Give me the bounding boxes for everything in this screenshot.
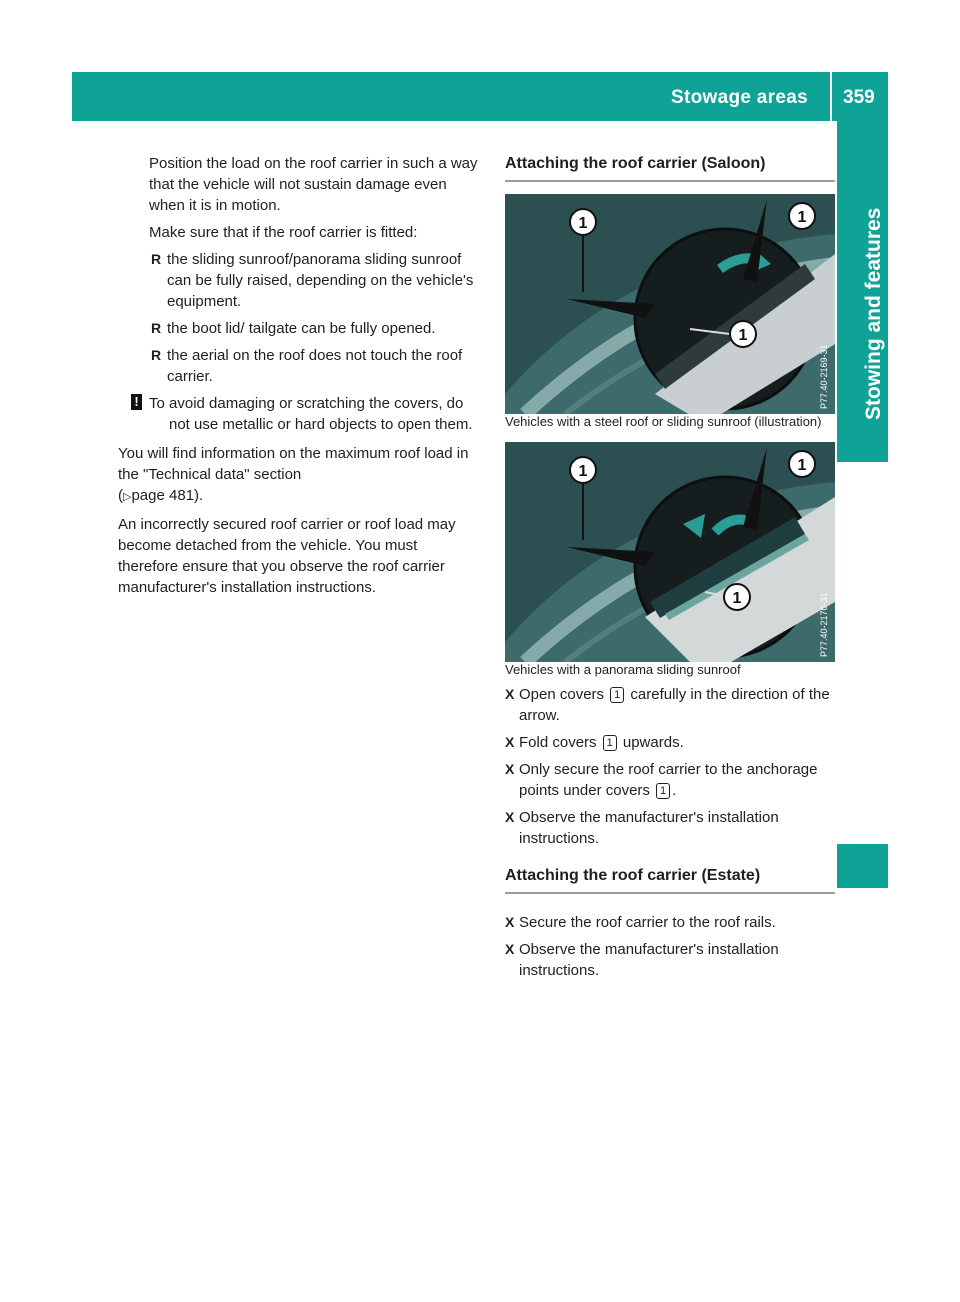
step-marker-icon: X [505,761,515,777]
step-marker-icon: X [505,686,515,702]
saloon-heading: Attaching the roof carrier (Saloon) [505,153,835,182]
chapter-marker [837,844,888,888]
instruction-step [505,939,835,981]
page-number: 359 [843,87,875,108]
secured-text: An incorrectly secured roof carrier or roof load may become detached from the vehicle. You must therefore ensure that you observe the roof carrier manufacturer's installation instructions. [118,516,456,596]
step-text: carefully in the direction of the arrow. [519,686,830,724]
figure-code: P77.40-2169-31 [819,344,829,409]
estate-heading: Attaching the roof carrier (Estate) [505,865,835,894]
cover-number-badge: 1 [610,687,624,703]
page-ref-link[interactable]: page 481 [131,487,195,504]
step-text: Observe the manufacturer's installation instructions. [519,941,779,979]
figure1-caption: Vehicles with a steel roof or sliding sunroof (illustration) [505,414,822,429]
callout-number: 1 [732,590,742,607]
step-marker-icon: X [505,734,515,750]
figure-code: P77.40-2170-31 [819,592,829,657]
warning-icon: ! [131,394,142,410]
info-text-body: You will find information on the maximum roof load in the "Technical data" section [118,445,469,483]
step-marker-icon: X [505,809,515,825]
intro-text: Position the load on the roof carrier in such a way that the vehicle will not sustain damage even when it is in motion. [149,155,478,214]
panorama-roof-illustration [505,442,835,662]
bullet-marker: R [151,320,162,336]
info-text: You will find information on the maximum roof load in the "Technical data" section (▷page 481). [118,445,469,504]
section-title: Stowage areas [671,87,808,108]
step-text: upwards. [622,734,684,751]
step-text: Fold covers [519,734,597,751]
instruction-step [505,912,835,933]
callout-number: 1 [797,457,807,474]
callout-number: 1 [797,209,807,226]
page-ref-arrow-icon: ▷ [123,491,132,503]
instruction-step [505,732,835,753]
step-marker-icon: X [505,914,515,930]
checklist-intro: Make sure that if the roof carrier is fitted: [149,224,418,241]
checklist-item-text: the boot lid/ tailgate can be fully opened. [167,320,436,337]
callout-number: 1 [578,215,588,232]
instruction-step [505,684,835,726]
callout-number: 1 [578,463,588,480]
bullet-marker: R [151,347,162,363]
checklist-item [149,318,481,339]
callout-number: 1 [738,327,748,344]
checklist-item-text: the sliding sunroof/panorama sliding sunroof can be fully raised, depending on the vehicle's equipment. [167,251,474,310]
bullet-marker: R [151,251,162,267]
header-divider [830,72,832,121]
checklist-item-text: the aerial on the roof does not touch the roof carrier. [167,347,463,385]
checklist-item [149,249,481,312]
step-text: Open covers [519,686,605,703]
steel-roof-illustration [505,194,835,414]
instruction-step [505,759,835,801]
cover-number-badge: 1 [603,735,617,751]
step-text: . [672,782,677,799]
warning-text: To avoid damaging or scratching the covers, do not use metallic or hard objects to open them. [149,395,473,433]
step-text: Observe the manufacturer's installation instructions. [519,809,779,847]
cover-number-badge: 1 [656,783,670,799]
warning-note [131,393,481,435]
left-column [118,153,481,604]
right-column [505,153,835,987]
instruction-step [505,807,835,849]
step-marker-icon: X [505,941,515,957]
checklist-item [149,345,481,387]
figure2-caption: Vehicles with a panorama sliding sunroof [505,662,741,677]
step-text: Only secure the roof carrier to the anchorage points under covers [519,761,818,799]
chapter-title: Stowing and features [862,207,885,420]
step-text: Secure the roof carrier to the roof rails. [519,914,776,931]
